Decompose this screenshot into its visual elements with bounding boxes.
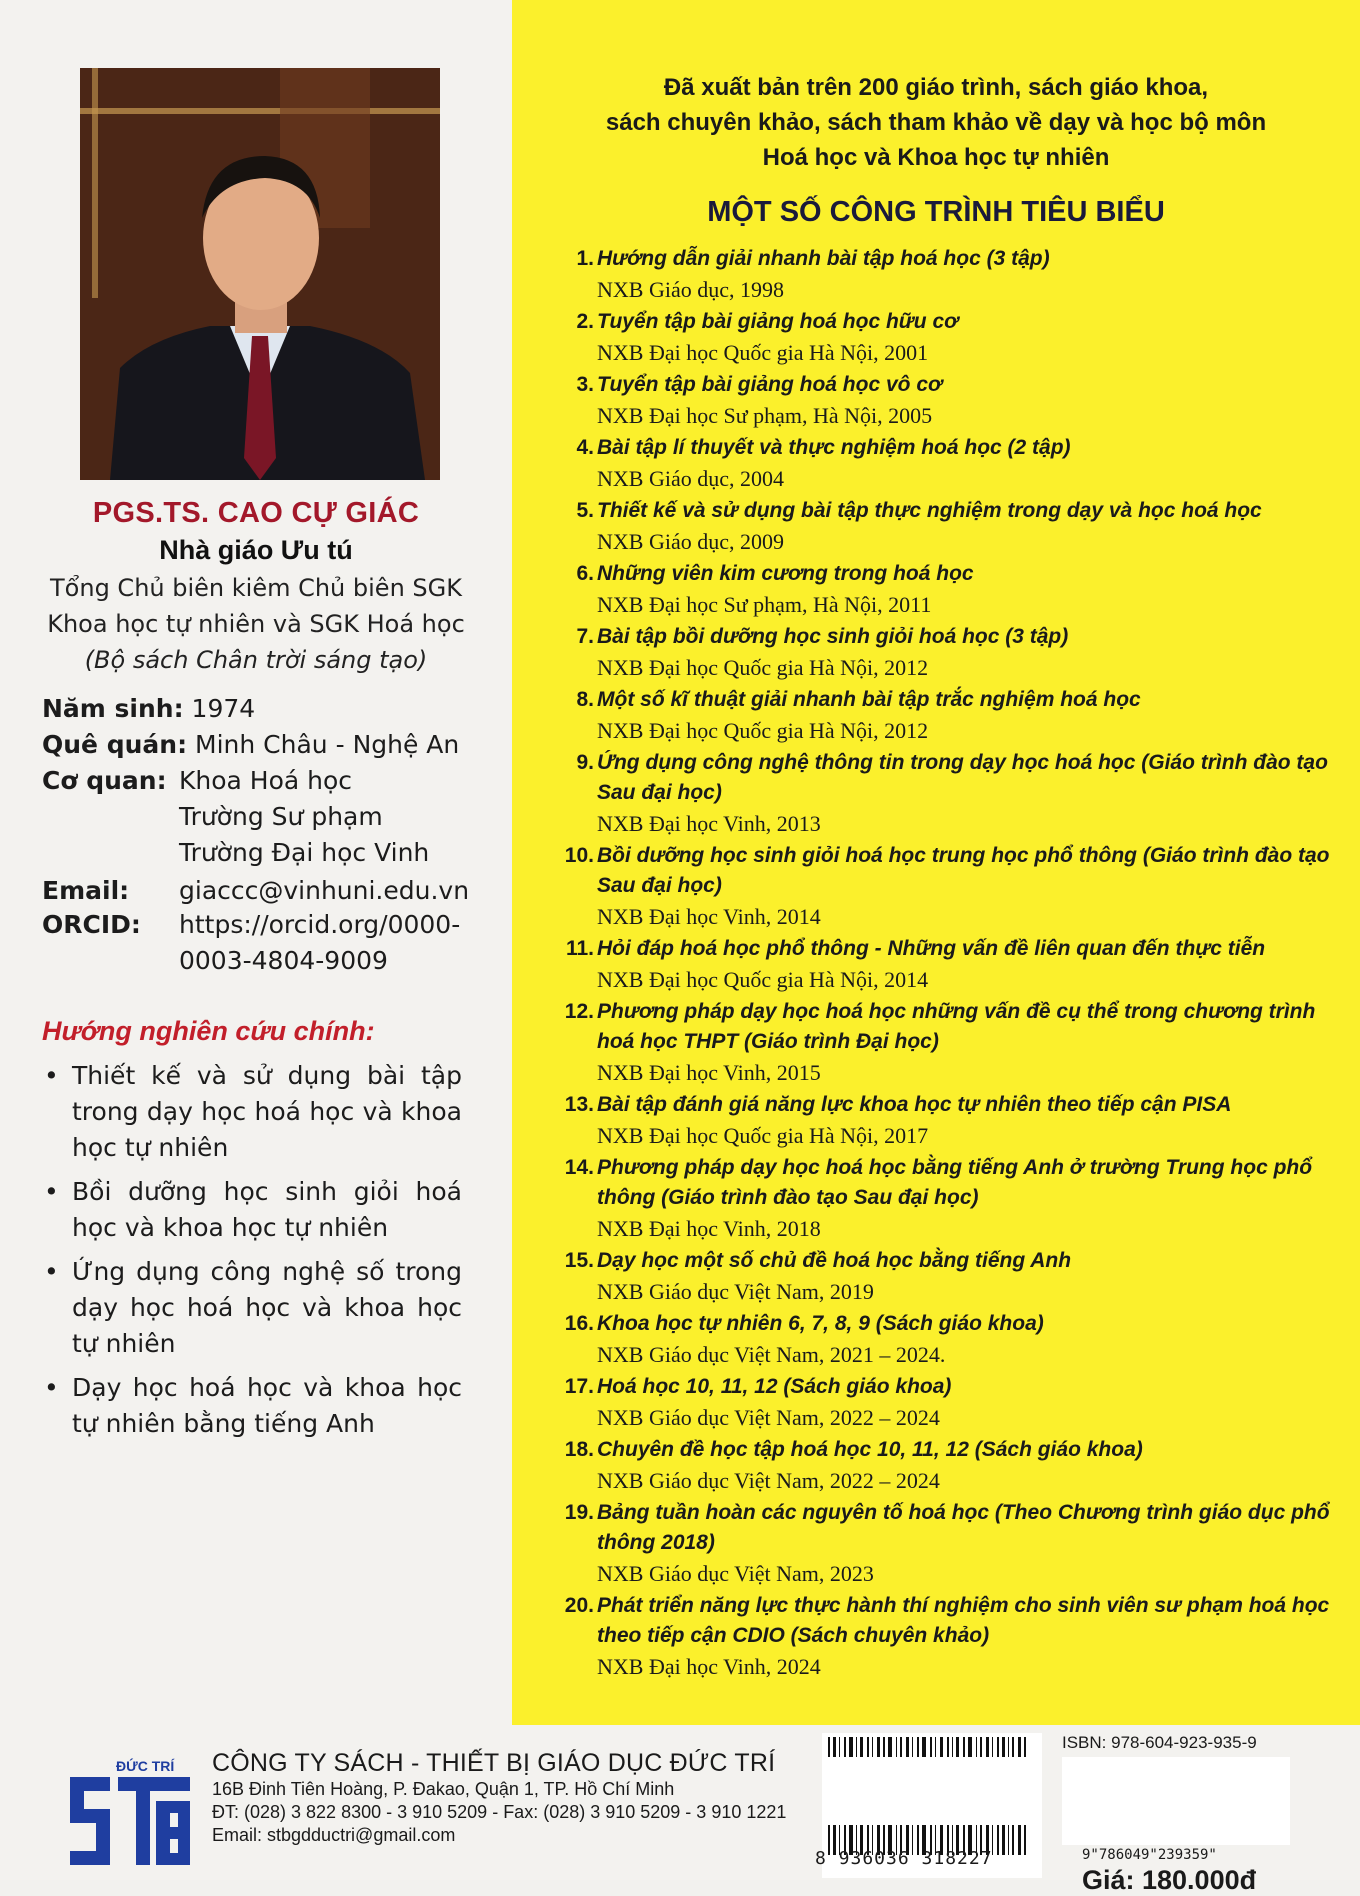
work-item <box>542 1090 1342 1151</box>
work-item <box>542 1591 1342 1682</box>
publisher-info <box>212 1749 786 1847</box>
works-panel <box>512 0 1360 1725</box>
work-title: Bài tập bồi dưỡng học sinh giỏi hoá học (3 tập) <box>597 625 1069 648</box>
publisher-address: 16B Đinh Tiên Hoàng, P. Đakao, Quận 1, TP. Hồ Chí Minh <box>212 1779 675 1799</box>
author-name: PGS.TS. CAO CỰ GIÁC <box>92 497 420 529</box>
work-number: 10. <box>564 844 594 867</box>
work-number: 9. <box>576 751 594 774</box>
work-number: 6. <box>576 562 594 585</box>
publisher-email: Email: stbgdductri@gmail.com <box>212 1825 456 1845</box>
info-label: Cơ quan: <box>42 766 167 795</box>
publisher-logo <box>70 1757 190 1875</box>
publisher-phone: ĐT: (028) 3 822 8300 - 3 910 5209 - Fax: (028) 3 910 5209 - 3 910 1221 <box>212 1802 787 1822</box>
research-item: • Bồi dưỡng học sinh giỏi hoá học và khoa học tự nhiên <box>42 1174 462 1246</box>
intro-line: Đã xuất bản trên 200 giáo trình, sách giáo khoa, <box>663 74 1209 101</box>
work-publisher: NXB Giáo dục Việt Nam, 2021 – 2024. <box>597 1342 946 1367</box>
work-number: 7. <box>576 625 594 648</box>
info-label: Email: <box>42 876 130 905</box>
work-title: Phương pháp dạy học hoá học những vấn đề cụ thể trong chương trình hoá học THPT (Giáo trình Đại học) <box>597 1000 1316 1053</box>
work-publisher: NXB Đại học Quốc gia Hà Nội, 2017 <box>597 1123 929 1148</box>
research-item: • Thiết kế và sử dụng bài tập trong dạy học hoá học và khoa học tự nhiên <box>42 1058 462 1166</box>
intro-line: sách chuyên khảo, sách tham khảo về dạy và học bộ môn <box>605 109 1267 136</box>
barcode-digits: 8 936036 318227 <box>815 1848 993 1869</box>
author-role-line: (Bộ sách Chân trời sáng tạo) <box>84 646 428 674</box>
author-honor: Nhà giáo Ưu tú <box>159 535 353 565</box>
info-value: Minh Châu - Nghệ An <box>195 730 460 759</box>
info-orcid <box>42 910 461 975</box>
work-item <box>542 1372 1342 1433</box>
work-number: 20. <box>564 1594 594 1617</box>
work-publisher: NXB Đại học Sư phạm, Hà Nội, 2011 <box>597 592 932 617</box>
work-number: 3. <box>576 373 594 396</box>
research-item: • Ứng dụng công nghệ số trong dạy học hoá học và khoa học tự nhiên <box>42 1254 462 1362</box>
work-publisher: NXB Đại học Quốc gia Hà Nội, 2001 <box>597 340 929 365</box>
work-number: 15. <box>564 1249 594 1272</box>
info-birth <box>42 694 255 723</box>
work-publisher: NXB Đại học Vinh, 2015 <box>597 1060 821 1085</box>
author-role-line: Khoa học tự nhiên và SGK Hoá học <box>47 610 465 638</box>
work-title: Ứng dụng công nghệ thông tin trong dạy học hoá học (Giáo trình đào tạo Sau đại học) <box>597 751 1328 804</box>
price: Giá: 180.000đ <box>1082 1865 1257 1895</box>
work-publisher: NXB Giáo dục, 2004 <box>597 466 784 491</box>
work-number: 12. <box>564 1000 594 1023</box>
info-value: 1974 <box>191 694 256 723</box>
author-role-line: Tổng Chủ biên kiêm Chủ biên SGK <box>50 574 462 602</box>
work-publisher: NXB Đại học Quốc gia Hà Nội, 2012 <box>597 655 929 680</box>
info-label: Năm sinh: <box>42 694 184 723</box>
work-item <box>542 559 1342 620</box>
work-item <box>542 1498 1342 1589</box>
work-item <box>542 841 1342 932</box>
work-item <box>542 307 1342 368</box>
research-title: Hướng nghiên cứu chính: <box>42 1016 375 1046</box>
work-title: Khoa học tự nhiên 6, 7, 8, 9 (Sách giáo khoa) <box>597 1312 1044 1335</box>
work-title: Bồi dưỡng học sinh giỏi hoá học trung học phổ thông (Giáo trình đào tạo Sau đại học) <box>597 844 1330 897</box>
work-publisher: NXB Đại học Vinh, 2013 <box>597 811 821 836</box>
work-number: 4. <box>576 436 594 459</box>
work-publisher: NXB Đại học Vinh, 2018 <box>597 1216 821 1241</box>
info-label: Quê quán: <box>42 730 188 759</box>
work-number: 16. <box>564 1312 594 1335</box>
intro-line: Hoá học và Khoa học tự nhiên <box>762 144 1110 171</box>
work-title: Hỏi đáp hoá học phổ thông - Những vấn đề liên quan đến thực tiễn <box>597 937 1266 960</box>
orcid-link[interactable]: https://orcid.org/0000- <box>179 910 461 939</box>
work-number: 17. <box>564 1375 594 1398</box>
work-title: Phát triển năng lực thực hành thí nghiệm cho sinh viên sư phạm hoá học theo tiếp cận CDIO (Sách chuyên khảo) <box>597 1594 1330 1647</box>
work-item <box>542 1309 1342 1370</box>
work-publisher: NXB Giáo dục Việt Nam, 2019 <box>597 1279 874 1304</box>
work-title: Hoá học 10, 11, 12 (Sách giáo khoa) <box>597 1375 952 1398</box>
work-item <box>542 244 1342 305</box>
work-number: 1. <box>576 247 594 270</box>
work-publisher: NXB Giáo dục, 2009 <box>597 529 784 554</box>
work-publisher: NXB Đại học Vinh, 2014 <box>597 904 821 929</box>
work-number: 2. <box>576 310 594 333</box>
work-number: 11. <box>565 937 594 960</box>
work-number: 19. <box>564 1501 594 1524</box>
work-item <box>542 1153 1342 1244</box>
research-list <box>42 1058 462 1450</box>
work-item <box>542 1435 1342 1496</box>
info-label: ORCID: <box>42 910 141 939</box>
work-item <box>542 622 1342 683</box>
work-title: Những viên kim cương trong hoá học <box>597 562 974 585</box>
work-title: Tuyển tập bài giảng hoá học vô cơ <box>597 373 943 396</box>
isbn-label: ISBN: 978-604-923-935-9 <box>1062 1733 1257 1752</box>
work-item <box>542 748 1342 839</box>
work-title: Tuyển tập bài giảng hoá học hữu cơ <box>597 310 959 333</box>
work-title: Bài tập đánh giá năng lực khoa học tự nhiên theo tiếp cận PISA <box>597 1093 1232 1116</box>
work-title: Dạy học một số chủ đề hoá học bằng tiếng Anh <box>597 1249 1072 1272</box>
work-item <box>542 685 1342 746</box>
orcid-link[interactable]: 0003-4804-9009 <box>179 946 388 975</box>
info-home <box>42 730 459 759</box>
intro-text <box>512 70 1360 175</box>
work-publisher: NXB Giáo dục Việt Nam, 2023 <box>597 1561 874 1586</box>
work-number: 5. <box>576 499 594 522</box>
work-number: 14. <box>564 1156 594 1179</box>
info-value: Khoa Hoá học <box>179 766 353 795</box>
logo-text: ĐỨC TRÍ <box>116 1758 175 1774</box>
email-link[interactable]: giaccc@vinhuni.edu.vn <box>179 876 470 905</box>
work-publisher: NXB Giáo dục, 1998 <box>597 277 784 302</box>
info-org <box>42 766 430 867</box>
author-photo <box>80 68 440 480</box>
work-item <box>542 496 1342 557</box>
work-publisher: NXB Đại học Sư phạm, Hà Nội, 2005 <box>597 403 933 428</box>
work-title: Hướng dẫn giải nhanh bài tập hoá học (3 tập) <box>597 247 1050 270</box>
work-title: Thiết kế và sử dụng bài tập thực nghiệm trong dạy và học hoá học <box>597 499 1262 522</box>
info-email <box>42 876 470 905</box>
work-item <box>542 433 1342 494</box>
work-publisher: NXB Đại học Vinh, 2024 <box>597 1654 821 1679</box>
work-item <box>542 1246 1342 1307</box>
work-item <box>542 370 1342 431</box>
work-publisher: NXB Giáo dục Việt Nam, 2022 – 2024 <box>597 1468 940 1493</box>
work-title: Phương pháp dạy học hoá học bằng tiếng Anh ở trường Trung học phổ thông (Giáo trình đào tạo Sau đại học) <box>597 1156 1313 1209</box>
publisher-name: CÔNG TY SÁCH - THIẾT BỊ GIÁO DỤC ĐỨC TRÍ <box>212 1749 776 1777</box>
work-item <box>542 997 1342 1088</box>
work-title: Một số kĩ thuật giải nhanh bài tập trắc nghiệm hoá học <box>597 688 1141 711</box>
work-number: 18. <box>564 1438 594 1461</box>
work-publisher: NXB Đại học Quốc gia Hà Nội, 2012 <box>597 718 929 743</box>
work-number: 13. <box>564 1093 594 1116</box>
work-number: 8. <box>576 688 594 711</box>
work-publisher: NXB Đại học Quốc gia Hà Nội, 2014 <box>597 967 929 992</box>
work-item <box>542 934 1342 995</box>
info-value: Trường Đại học Vinh <box>179 838 430 867</box>
works-title: MỘT SỐ CÔNG TRÌNH TIÊU BIỂU <box>707 196 1165 228</box>
work-title: Bảng tuần hoàn các nguyên tố hoá học (Theo Chương trình giáo dục phổ thông 2018) <box>597 1501 1330 1554</box>
work-title: Bài tập lí thuyết và thực nghiệm hoá học (2 tập) <box>597 436 1071 459</box>
isbn-barcode-area <box>1062 1757 1290 1845</box>
research-item: • Dạy học hoá học và khoa học tự nhiên bằng tiếng Anh <box>42 1370 462 1442</box>
info-value: Trường Sư phạm <box>179 802 383 831</box>
work-publisher: NXB Giáo dục Việt Nam, 2022 – 2024 <box>597 1405 940 1430</box>
footer <box>0 1725 1360 1895</box>
author-column <box>0 0 512 1725</box>
work-title: Chuyên đề học tập hoá học 10, 11, 12 (Sách giáo khoa) <box>597 1438 1143 1461</box>
works-list <box>542 244 1342 1684</box>
isbn-digits: 9"786049"239359" <box>1082 1847 1217 1863</box>
